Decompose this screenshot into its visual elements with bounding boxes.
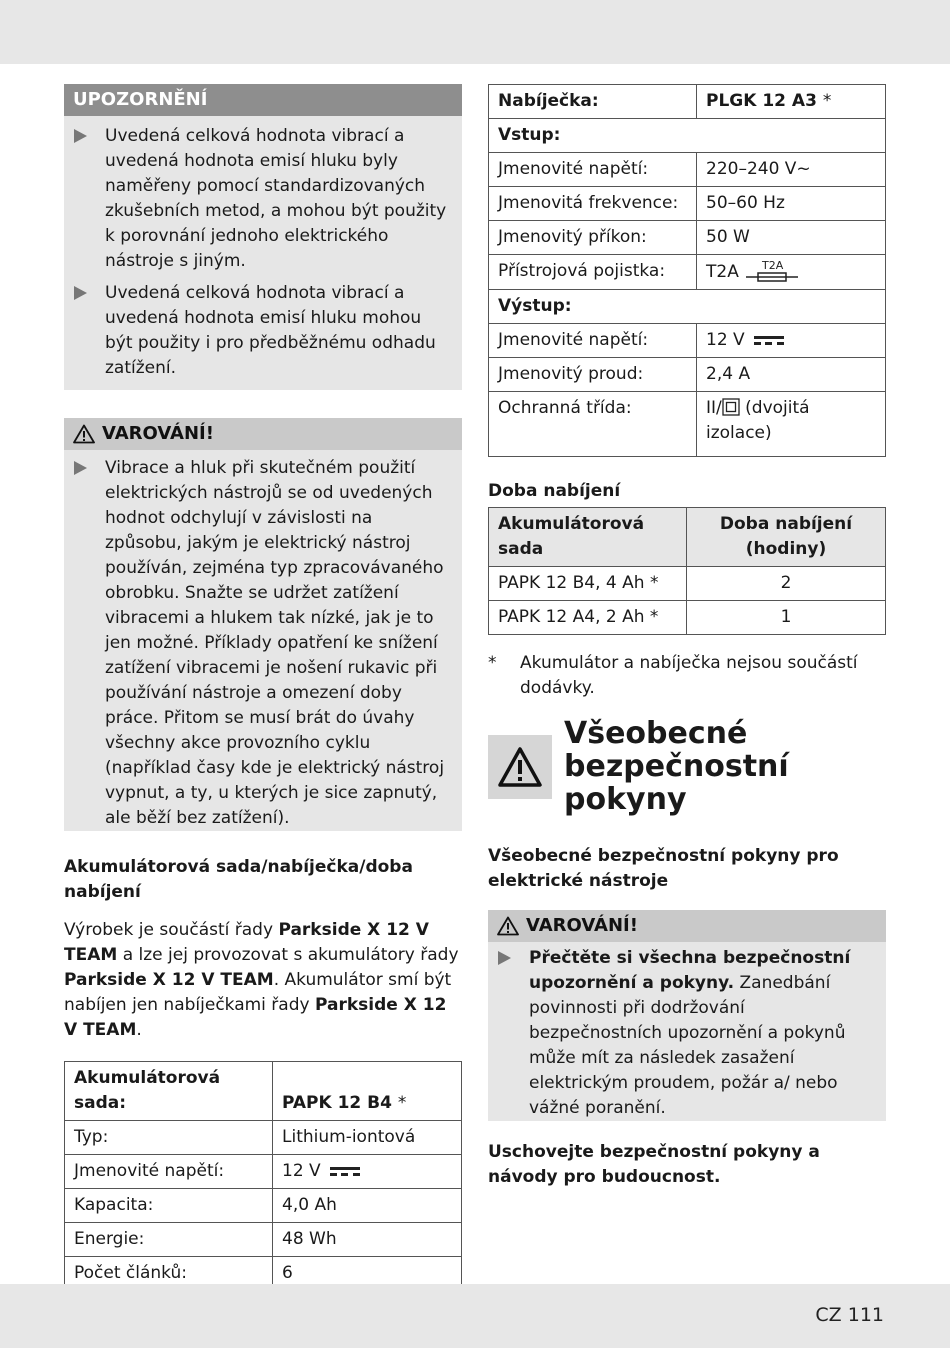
table-cell: PAPK 12 B4 * [273,1062,462,1121]
bullet-arrow-icon [74,129,87,143]
right-column [488,84,886,1190]
list-item: Přečtěte si všechna bezpečnostní upozornění a pokyny. Zanedbání povinnosti při dodržování bezpečnostních upozornění a pokynů může mít za následek zasažení elektrickým proudem, požár a/ nebo vážné poranění. [498,946,878,1121]
table-row: Energie: 48 Wh [65,1223,462,1257]
table-row: PAPK 12 A4, 2 Ah * 1 [489,601,886,635]
table-row: PAPK 12 B4, 4 Ah * 2 [489,567,886,601]
table-row: Počet článků: 6 [65,1257,462,1291]
table-row: Kapacita: 4,0 Ah [65,1189,462,1223]
double-insulation-icon [722,398,740,416]
notice-title: UPOZORNĚNÍ [64,84,462,116]
table-row: Nabíječka: PLGK 12 A3 * [489,85,886,119]
left-column [64,84,462,1291]
charge-time-table [488,507,886,635]
table-row: Výstup: [489,290,886,324]
table-row: Ochranná třída: II/ (dvojitá izolace) [489,392,886,457]
header-band [0,0,950,64]
warning-title-bar [488,910,886,942]
footnote: * Akumulátor a nabíječka nejsou součástí dodávky. [488,653,858,698]
warning-box [64,418,462,831]
closing-note: Uschovejte bezpečnostní pokyny a návody pro budoucnost. [488,1142,820,1187]
list-item: Vibrace a hluk při skutečném použití elektrických nástrojů se od uvedených hodnot odchylují v závislosti na způsobu, jakým je elektrický nástroj používán, zejména typ zpracovávaného obrobku. Snažte se udržet zatížení vibracemi a hlukem tak nízké, jak je to jen možné. Příklady opatření ke snížení zatížení vibracemi je nošení rukavic při používání nástroje a omezení doby práce. Přitom se musí brát do úvahy všechny akce provozního cyklu (například časy kde je elektrický nástroj vypnut, a ty, u kterých je sice zapnutý, ale běží bez zatížení). [74,456,454,831]
footer-band [0,1284,950,1348]
table-row: Jmenovité napětí: 12 V [65,1155,462,1189]
table-row: Typ: Lithium-iontová [65,1121,462,1155]
warning-box [488,910,886,1121]
table-row: Jmenovitá frekvence: 50–60 Hz [489,187,886,221]
battery-spec-table [64,1061,462,1291]
table-row: Jmenovité napětí: 220–240 V~ [489,153,886,187]
table-row [65,1062,462,1121]
table-row: Jmenovitý příkon: 50 W [489,221,886,255]
warning-triangle-icon [488,735,552,799]
page-number: CZ 111 [815,1304,884,1326]
table-row: Přístrojová pojistka: T2A T2A [489,255,886,290]
table-cell: Akumulátorová sada: [65,1062,273,1121]
subheading: Všeobecné bezpečnostní pokyny pro elektrické nástroje [488,846,839,891]
list-item: Uvedená celková hodnota vibrací a uvedená hodnota emisí hluku mohou být použity i pro předběžnému odhadu zatížení. [74,281,454,381]
bullet-arrow-icon [74,286,87,300]
svg-text:T2A: T2A [762,259,784,272]
warning-title: VAROVÁNÍ! [526,915,638,936]
section-heading: Akumulátorová sada/nabíječka/doba nabíjení [64,857,413,902]
warning-title: VAROVÁNÍ! [102,423,214,444]
fuse-symbol-icon [746,259,800,285]
table-row: Jmenovité napětí: 12 V [489,324,886,358]
bullet-arrow-icon [498,951,511,965]
list-item: Uvedená celková hodnota vibrací a uvedená hodnota emisí hluku byly naměřeny pomocí standardizovaných zkušebních metod, a mohou být použity k porovnání jednoho elektrického nástroje s jiným. [74,124,454,274]
charge-time-heading: Doba nabíjení [488,481,621,501]
chapter-title: Všeobecné bezpečnostní pokyny [488,717,886,816]
intro-paragraph: Výrobek je součástí řady Parkside X 12 V TEAM a lze jej provozovat s akumulátory řady Parkside X 12 V TEAM. Akumulátor smí být nabíjen jen nabíječkami řady Parkside X 12 V TEAM. [64,920,459,1040]
dc-symbol-icon [754,334,784,346]
warning-triangle-icon [497,916,519,936]
charger-spec-table [488,84,886,457]
bullet-arrow-icon [74,461,87,475]
table-row: Jmenovitý proud: 2,4 A [489,358,886,392]
table-header-row: Akumulátorová sada Doba nabíjení (hodiny) [489,508,886,567]
warning-triangle-icon [73,424,95,444]
table-row: Vstup: [489,119,886,153]
dc-symbol-icon [330,1165,360,1177]
warning-title-bar [64,418,462,450]
notice-box [64,84,462,390]
